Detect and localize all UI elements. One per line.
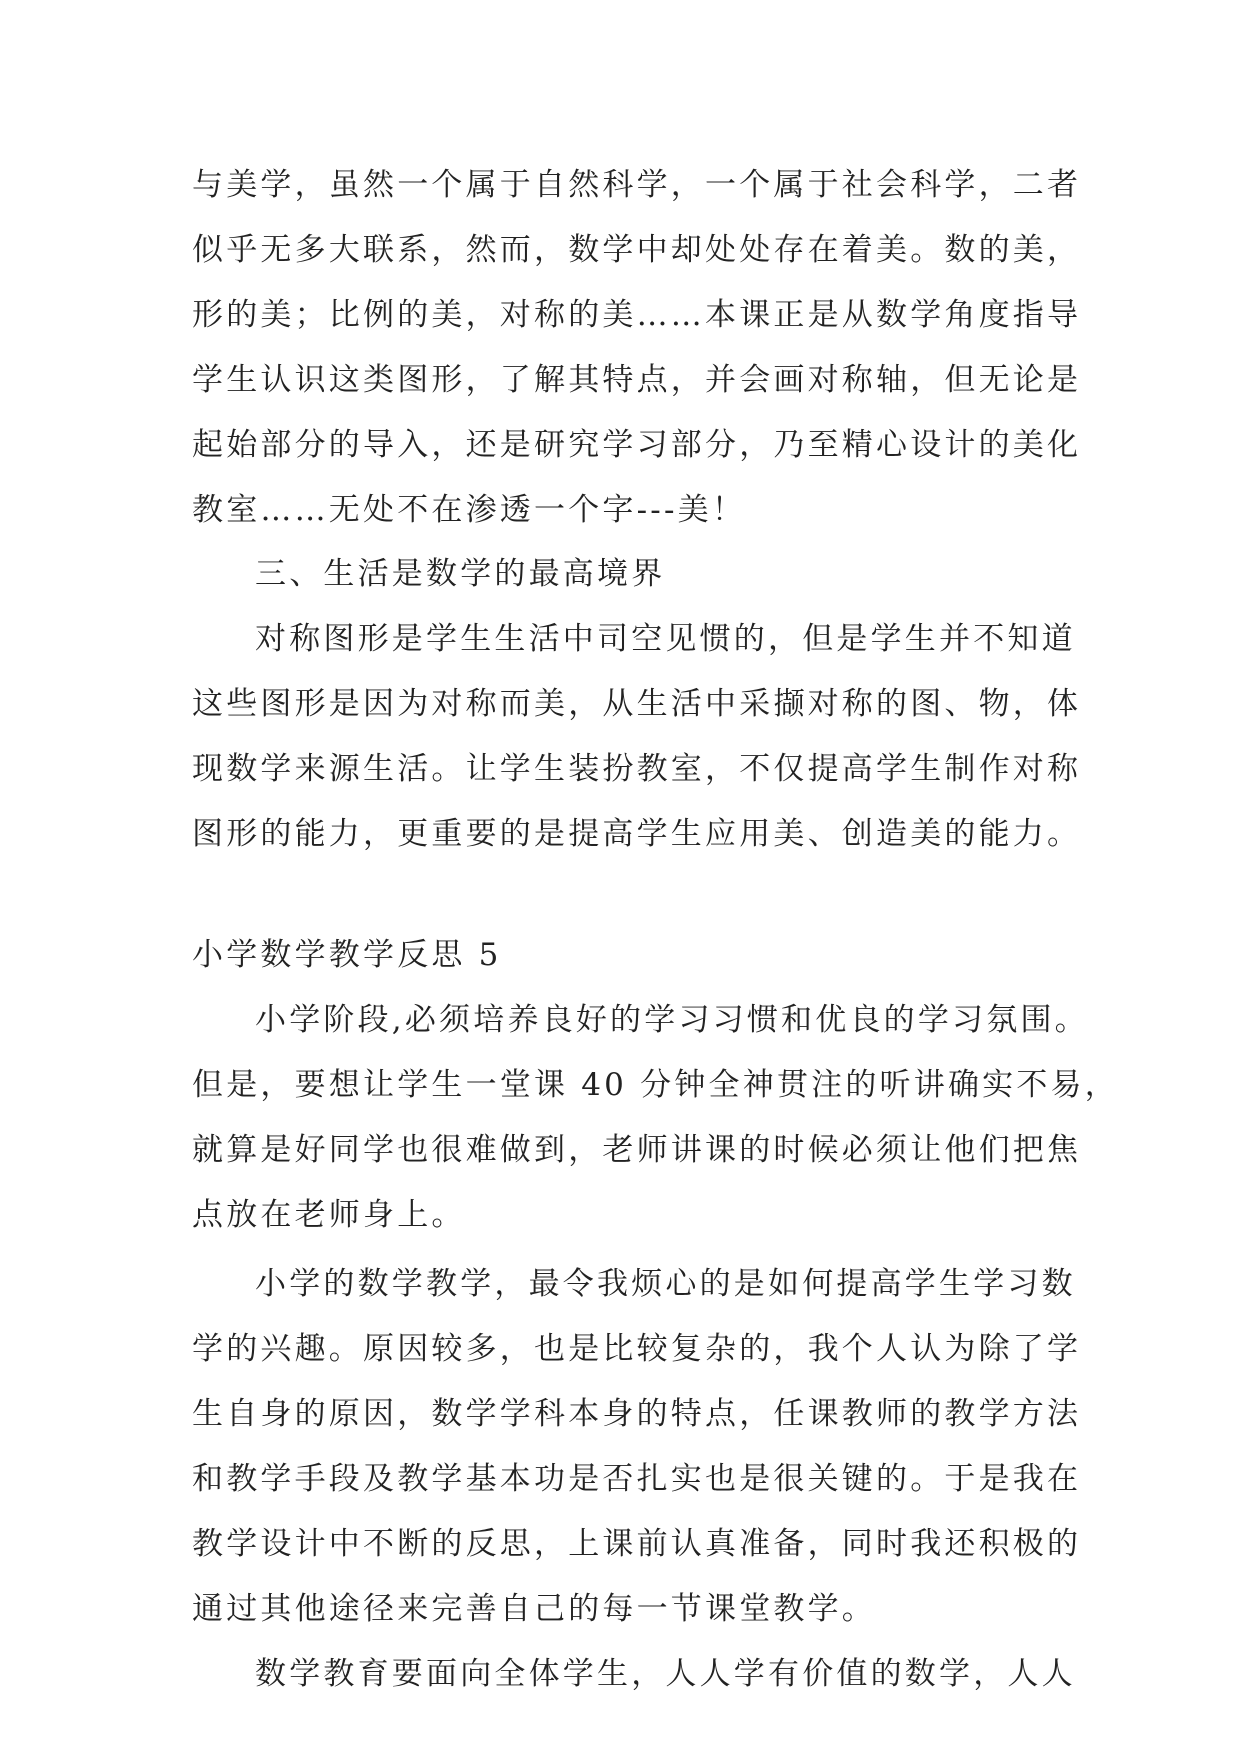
paragraph-line: 生自身的原因，数学学科本身的特点，任课教师的教学方法 xyxy=(192,1396,1082,1432)
paragraph-line: 教学设计中不断的反思，上课前认真准备，同时我还积极的 xyxy=(192,1526,1082,1562)
paragraph-line: 小学的数学教学，最令我烦心的是如何提高学生学习数 xyxy=(255,1266,1076,1302)
paragraph-line: 似乎无多大联系，然而，数学中却处处存在着美。数的美， xyxy=(192,232,1082,268)
paragraph-line: 现数学来源生活。让学生装扮教室，不仅提高学生制作对称 xyxy=(192,751,1082,787)
paragraph-line: 起始部分的导入，还是研究学习部分，乃至精心设计的美化 xyxy=(192,427,1082,463)
paragraph-line: 数学教育要面向全体学生，人人学有价值的数学，人人 xyxy=(255,1656,1076,1692)
paragraph-line: 学的兴趣。原因较多，也是比较复杂的，我个人认为除了学 xyxy=(192,1331,1082,1367)
article-title: 小学数学教学反思 5 xyxy=(192,937,502,973)
paragraph-line: 教室……无处不在渗透一个字---美！ xyxy=(192,492,747,528)
paragraph-line: 形的美；比例的美，对称的美……本课正是从数学角度指导 xyxy=(192,297,1082,333)
paragraph-line: 和教学手段及教学基本功是否扎实也是很关键的。于是我在 xyxy=(192,1461,1082,1497)
section-heading: 三、生活是数学的最高境界 xyxy=(255,556,666,592)
paragraph-line: 对称图形是学生生活中司空见惯的，但是学生并不知道 xyxy=(255,621,1076,657)
paragraph-line: 与美学，虽然一个属于自然科学，一个属于社会科学，二者 xyxy=(192,167,1082,203)
paragraph-line: 通过其他途径来完善自己的每一节课堂教学。 xyxy=(192,1591,876,1627)
paragraph-line: 小学阶段,必须培养良好的学习习惯和优良的学习氛围。 xyxy=(255,1002,1089,1038)
paragraph-line: 就算是好同学也很难做到，老师讲课的时候必须让他们把焦 xyxy=(192,1132,1082,1168)
paragraph-line: 但是，要想让学生一堂课 40 分钟全神贯注的听讲确实不易， xyxy=(192,1067,1119,1103)
paragraph-line: 图形的能力，更重要的是提高学生应用美、创造美的能力。 xyxy=(192,816,1082,852)
paragraph-line: 这些图形是因为对称而美，从生活中采撷对称的图、物，体 xyxy=(192,686,1082,722)
paragraph-line: 点放在老师身上。 xyxy=(192,1197,466,1233)
paragraph-line: 学生认识这类图形，了解其特点，并会画对称轴，但无论是 xyxy=(192,362,1082,398)
